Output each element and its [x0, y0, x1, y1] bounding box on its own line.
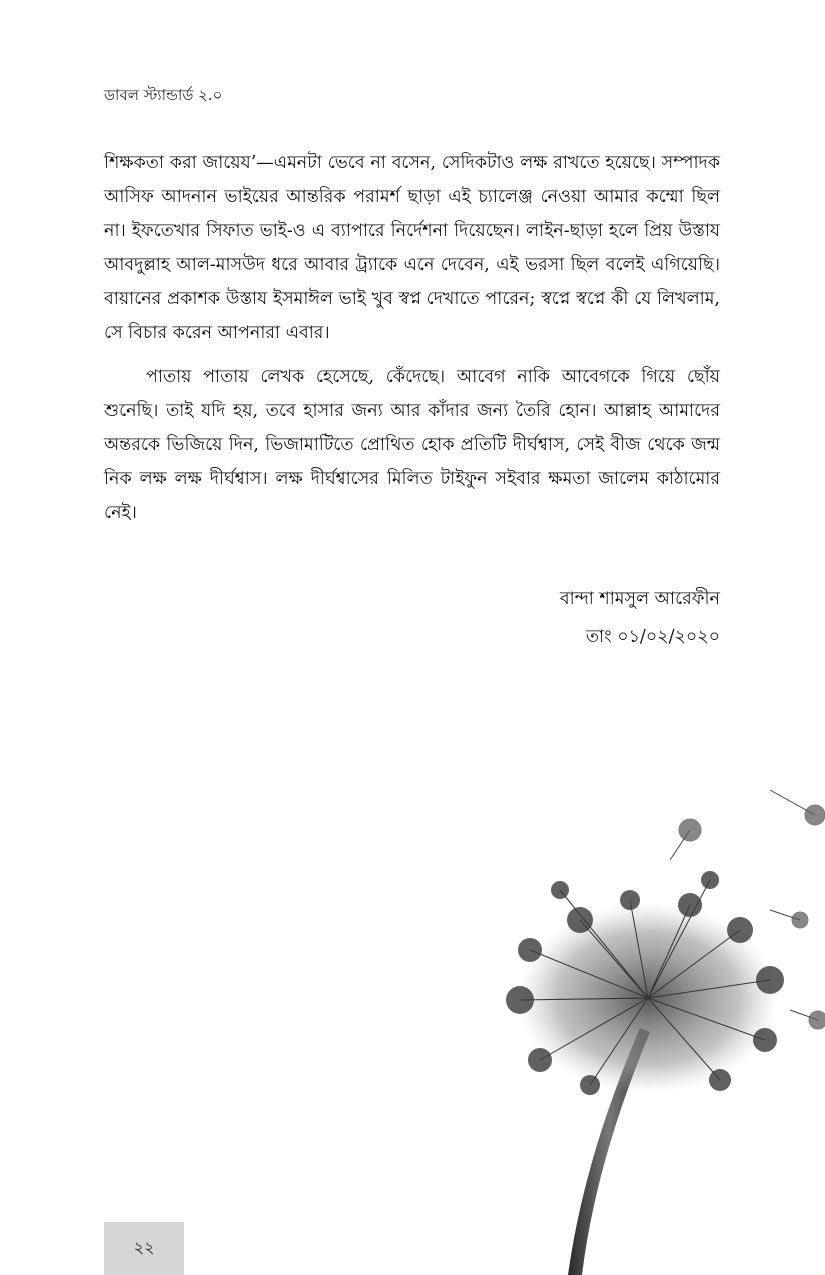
signature-date: তাং ০১/০২/২০২০ [585, 627, 720, 647]
page-number-box [104, 1222, 184, 1275]
paragraph-2: পাতায় পাতায় লেখক হেসেছে, কেঁদেছে। আবেগ নাকি আবেগকে গিয়ে ছোঁয় শুনেছি। তাই যদি হয়, তবে হাসার জন্য আর কাঁদার জন্য তৈরি হোন। আল্লাহ আমাদের অন্তরকে ভিজিয়ে দিন, ভিজামাটিতে প্রোথিত হোক প্রতিটি দীর্ঘশ্বাস, সেই বীজ থেকে জন্ম নিক লক্ষ লক্ষ দীর্ঘশ্বাস। লক্ষ দীর্ঘশ্বাসের মিলিত টাইফুন সইবার ক্ষমতা জালেম কাঠামোর নেই। [104, 367, 720, 523]
page-number: ২২ [133, 1238, 155, 1257]
dandelion-illustration [470, 770, 825, 1275]
signature-name: বান্দা শামসুল আরেফীন [559, 589, 720, 609]
body-text [104, 146, 720, 540]
signature-block [560, 580, 720, 656]
paragraph-1: শিক্ষকতা করা জায়েয’—এমনটা ভেবে না বসেন, সেদিকটাও লক্ষ রাখতে হয়েছে। সম্পাদক আসিফ আদনান ভাইয়ের আন্তরিক পরামর্শ ছাড়া এই চ্যালেঞ্জ নেওয়া আমার কম্মো ছিল না। ইফতেখার সিফাত ভাই-ও এ ব্যাপারে নির্দেশনা দিয়েছেন। লাইন-ছাড়া হলে প্রিয় উস্তায আবদুল্লাহ আল-মাসউদ ধরে আবার ট্র্যাকে এনে দেবেন, এই ভরসা ছিল বলেই এগিয়েছি। বায়ানের প্রকাশক উস্তায ইসমাঈল ভাই খুব স্বপ্ন দেখাতে পারেন; স্বপ্নে স্বপ্নে কী যে লিখলাম, সে বিচার করেন আপনারা এবার। [104, 153, 720, 343]
running-header: ডাবল স্ট্যান্ডার্ড ২.০ [104, 86, 223, 104]
